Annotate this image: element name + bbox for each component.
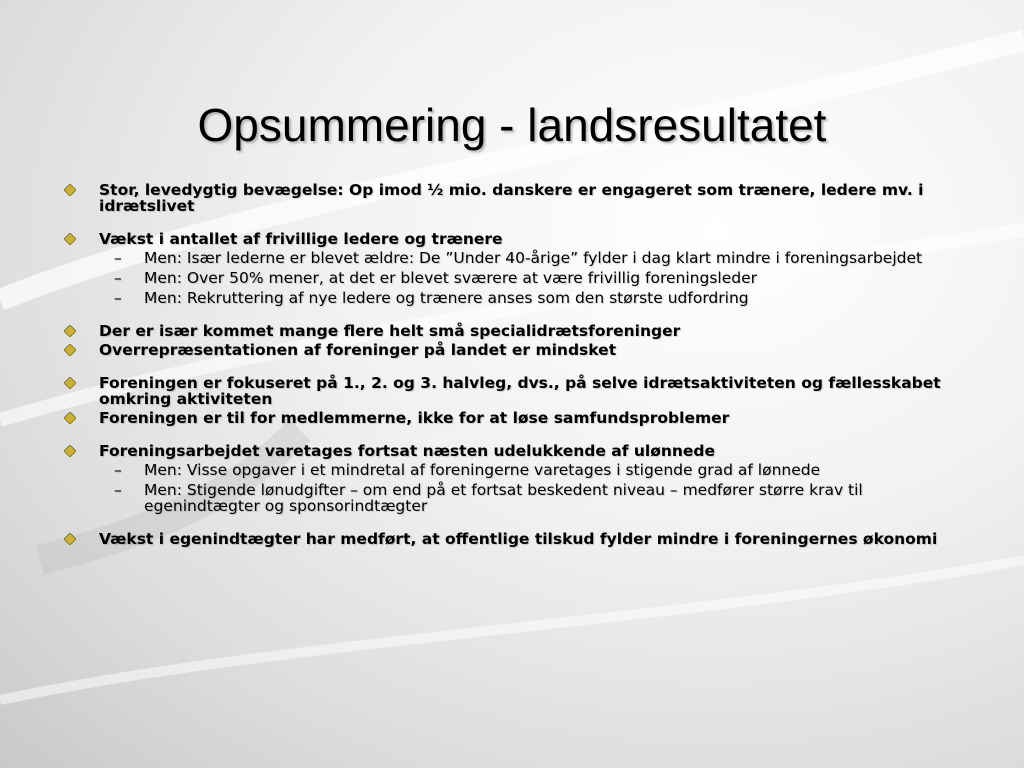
bullet-item <box>62 531 962 547</box>
bullet-text: Men: Over 50% mener, at det er blevet sværere at være frivillig foreningsleder <box>144 269 757 287</box>
slide-title: Opsummering - landsresultatet <box>197 99 827 151</box>
bullet-text: Foreningsarbejdet varetages fortsat næsten udelukkende af ulønnede <box>99 442 716 460</box>
diamond-bullet-icon <box>64 533 76 545</box>
sub-bullet-item <box>62 270 962 286</box>
bullet-item <box>62 323 962 339</box>
bullet-group <box>62 323 962 358</box>
slide-body <box>62 182 962 564</box>
dash-bullet: – <box>114 249 122 267</box>
bullet-text: Men: Visse opgaver i et mindretal af foreningerne varetages i stigende grad af lønnede <box>144 461 821 479</box>
dash-bullet: – <box>114 481 122 499</box>
diamond-bullet-icon <box>64 377 76 389</box>
bullet-item <box>62 231 962 247</box>
sub-bullet-item <box>62 250 962 266</box>
bullet-item <box>62 375 962 407</box>
bullet-text: Foreningen er til for medlemmerne, ikke for at løse samfundsproblemer <box>99 409 730 427</box>
diamond-bullet-icon <box>64 344 76 356</box>
bullet-item <box>62 342 962 358</box>
diamond-bullet-icon <box>64 325 76 337</box>
bullet-text: Vækst i antallet af frivillige ledere og trænere <box>99 230 503 248</box>
bullet-text: Der er især kommet mange flere helt små specialidrætsforeninger <box>99 322 681 340</box>
dash-bullet: – <box>114 461 122 479</box>
bullet-text: Men: Især lederne er blevet ældre: De ”Under 40-årige” fylder i dag klart mindre i foreningsarbejdet <box>144 249 923 267</box>
bullet-item <box>62 410 962 426</box>
sub-bullet-item <box>62 290 962 306</box>
bullet-group <box>62 182 962 214</box>
bullet-group <box>62 231 962 306</box>
bullet-group <box>62 443 962 514</box>
bullet-text: Vækst i egenindtægter har medført, at offentlige tilskud fylder mindre i foreningernes økonomi <box>99 530 938 548</box>
diamond-bullet-icon <box>64 445 76 457</box>
bullet-group <box>62 375 962 426</box>
bullet-item <box>62 182 962 214</box>
bullet-text: Stor, levedygtig bevægelse: Op imod ½ mio. danskere er engageret som trænere, ledere mv. i idrætslivet <box>99 181 924 215</box>
bullet-group <box>62 531 962 547</box>
bullet-text: Foreningen er fokuseret på 1., 2. og 3. halvleg, dvs., på selve idrætsaktiviteten og fællesskabet omkring aktiviteten <box>99 374 941 408</box>
sub-bullet-item <box>62 482 962 514</box>
sub-bullet-item <box>62 462 962 478</box>
bullet-text: Overrepræsentationen af foreninger på landet er mindsket <box>99 341 617 359</box>
bullet-text: Men: Stigende lønudgifter – om end på et fortsat beskedent niveau – medfører større krav til egenindtægter og sponsorindtægter <box>144 481 863 515</box>
bullet-text: Men: Rekruttering af nye ledere og trænere anses som den største udfordring <box>144 289 749 307</box>
dash-bullet: – <box>114 269 122 287</box>
dash-bullet: – <box>114 289 122 307</box>
diamond-bullet-icon <box>64 233 76 245</box>
diamond-bullet-icon <box>64 412 76 424</box>
bullet-item <box>62 443 962 459</box>
diamond-bullet-icon <box>64 184 76 196</box>
